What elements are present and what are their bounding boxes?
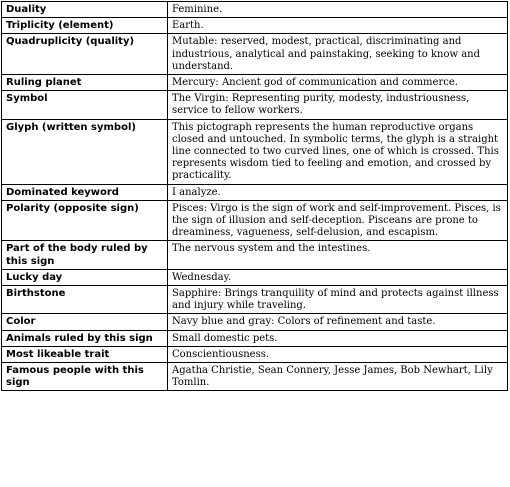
table-row: [2, 286, 508, 314]
table-row: [2, 200, 508, 241]
table-row: [2, 363, 508, 391]
row-value: Pisces: Virgo is the sign of work and self-improvement. Pisces, is the sign of illusion and self-deception. Pisceans are prone to dreaminess, vagueness, self-delusion, and escapism.: [168, 200, 508, 241]
row-value: This pictograph represents the human reproductive organs closed and untouched. In symbolic terms, the glyph is a straight line connected to two curved lines, one of which is crossed. This represents wisdom tied to feeling and emotion, and crossed by practicality.: [168, 119, 508, 184]
table-row: [2, 314, 508, 330]
row-label: Color: [2, 314, 168, 330]
row-label: Dominated keyword: [2, 184, 168, 200]
row-value: Sapphire: Brings tranquility of mind and protects against illness and injury while traveling.: [168, 286, 508, 314]
row-label: Animals ruled by this sign: [2, 330, 168, 346]
row-label: Quadruplicity (quality): [2, 34, 168, 75]
table-row: [2, 241, 508, 269]
row-label: Part of the body ruled by this sign: [2, 241, 168, 269]
row-value: Earth.: [168, 18, 508, 34]
row-value: The nervous system and the intestines.: [168, 241, 508, 269]
row-label: Most likeable trait: [2, 346, 168, 362]
table-row: [2, 18, 508, 34]
table-row: [2, 184, 508, 200]
row-label: Triplicity (element): [2, 18, 168, 34]
table-row: [2, 75, 508, 91]
row-value: I analyze.: [168, 184, 508, 200]
row-label: Lucky day: [2, 269, 168, 285]
row-value: Small domestic pets.: [168, 330, 508, 346]
row-label: Duality: [2, 2, 168, 18]
row-label: Symbol: [2, 91, 168, 119]
row-value: Mercury: Ancient god of communication and commerce.: [168, 75, 508, 91]
row-value: The Virgin: Representing purity, modesty, industriousness, service to fellow workers.: [168, 91, 508, 119]
row-label: Polarity (opposite sign): [2, 200, 168, 241]
table-row: [2, 119, 508, 184]
row-label: Birthstone: [2, 286, 168, 314]
row-label: Ruling planet: [2, 75, 168, 91]
table-row: [2, 2, 508, 18]
row-value: Feminine.: [168, 2, 508, 18]
row-value: Agatha Christie, Sean Connery, Jesse James, Bob Newhart, Lily Tomlin.: [168, 363, 508, 391]
row-value: Mutable: reserved, modest, practical, discriminating and industrious, analytical and painstaking, seeking to know and understand.: [168, 34, 508, 75]
row-label: Famous people with this sign: [2, 363, 168, 391]
row-value: Navy blue and gray: Colors of refinement and taste.: [168, 314, 508, 330]
row-label: Glyph (written symbol): [2, 119, 168, 184]
table-row: [2, 346, 508, 362]
table-row: [2, 269, 508, 285]
row-value: Wednesday.: [168, 269, 508, 285]
row-value: Conscientiousness.: [168, 346, 508, 362]
table-row: [2, 330, 508, 346]
table-row: [2, 91, 508, 119]
sign-attributes-table: [1, 1, 508, 391]
table-row: [2, 34, 508, 75]
